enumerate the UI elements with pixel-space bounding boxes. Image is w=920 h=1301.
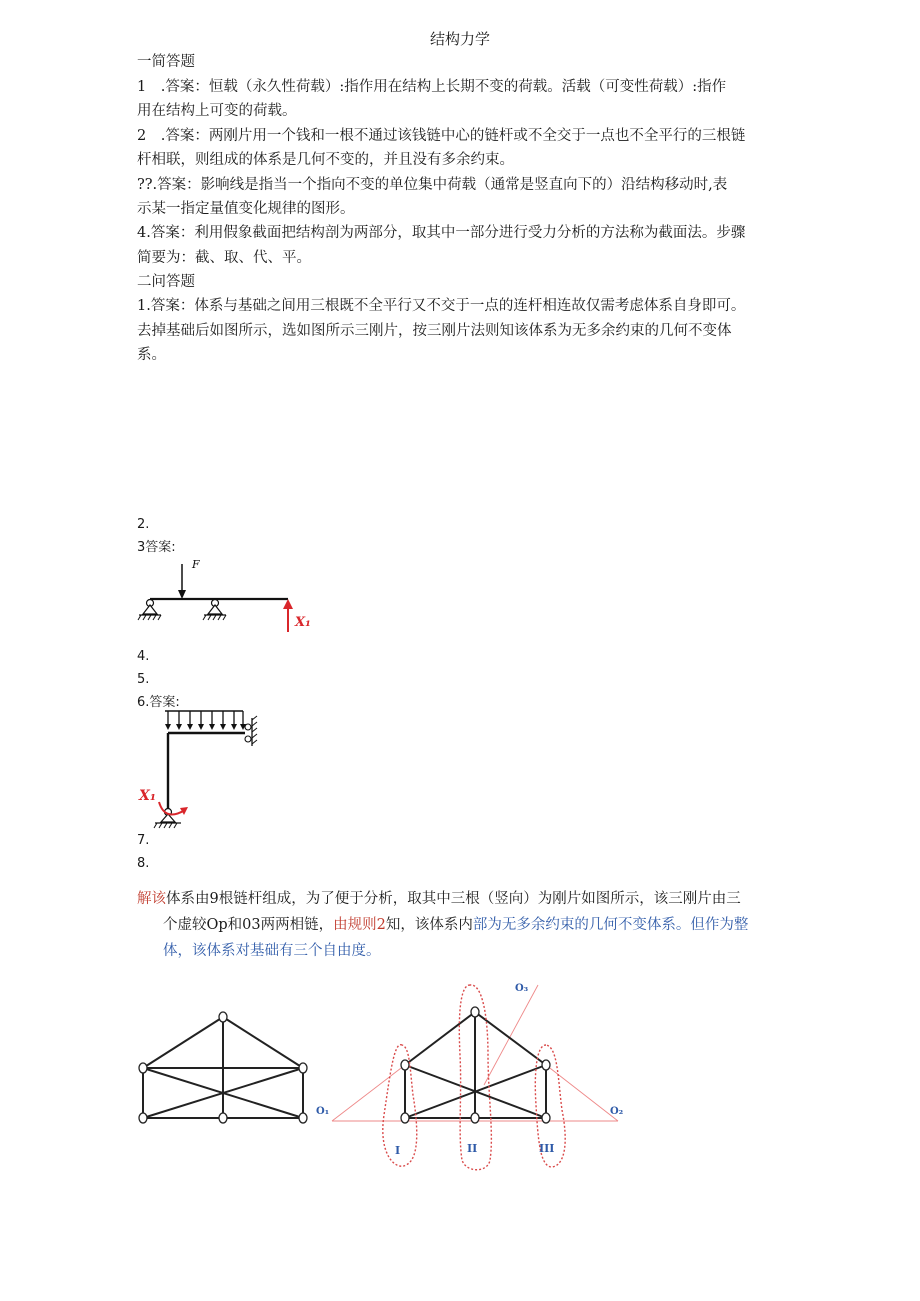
label-rigid-ii: II (467, 1142, 478, 1155)
beam-figure-3 (135, 556, 335, 636)
section1-heading: 一简答题 (137, 54, 195, 70)
item-2: 2. (137, 517, 150, 532)
moment-label-x1: X₁ (139, 788, 156, 804)
item-3: 3答案: (137, 540, 176, 555)
para8-text-1: 体系由9根链杆组成，为了便于分析，取其中三根（竖向）为刚片如图所示，该三刚片由三 (166, 891, 741, 907)
s1-line-2: 用在结构上可变的荷载。 (137, 103, 297, 119)
load-label-f: F (192, 558, 200, 571)
label-o2: O₂ (610, 1106, 624, 1117)
para8-text-2a: 个虚较Op和03两两相链， (163, 917, 334, 933)
label-o3: O₃ (515, 983, 529, 994)
s2-line-2: 去掉基础后如图所示，选如图所示三刚片，按三刚片法则知该体系为无多余约束的几何不变体 (137, 323, 732, 339)
s1-line-1: 1 .答案：恒载（永久性荷载）:指作用在结构上长期不变的荷载。活载（可变性荷载）:指作 (137, 79, 727, 95)
s1-line-6: 示某一指定量值变化规律的图形。 (137, 201, 355, 217)
para8-line-1 (137, 889, 741, 909)
para8-text-2c: 知，该体系内 (385, 917, 473, 933)
s1-line-5: ??.答案：影响线是指当一个指向不变的单位集中荷载（通常是竖直向下的）沿结构移动时,表 (137, 177, 728, 193)
frame-figure-6 (135, 706, 275, 831)
item-7: 7. (137, 833, 150, 848)
label-rigid-iii: III (539, 1142, 555, 1155)
label-o1: O₁ (316, 1106, 330, 1117)
reaction-label-x1: X₁ (295, 615, 311, 630)
item-4: 4. (137, 649, 150, 664)
s1-line-4: 杆相联，则组成的体系是几何不变的，并且没有多余约束。 (137, 152, 514, 168)
item-6: 6.答案: (137, 695, 180, 710)
para8-line-3: 体，该体系对基础有三个自由度。 (163, 943, 381, 959)
section2-heading: 二问答题 (137, 274, 195, 290)
para8-red-lead: 解该 (137, 891, 166, 907)
s1-line-7: 4.答案：利用假象截面把结构剖为两部分，取其中一部分进行受力分析的方法称为截面法。步骤 (137, 225, 746, 241)
s2-line-3: 系。 (137, 347, 166, 363)
s1-line-8: 简要为：截、取、代、平。 (137, 250, 311, 266)
item-5: 5. (137, 672, 150, 687)
s1-line-3: 2 .答案：两刚片用一个钱和一根不通过该钱链中心的链杆或不全交于一点也不全平行的三根链 (137, 128, 746, 144)
label-rigid-i: I (395, 1144, 401, 1157)
para8-line-2 (163, 915, 748, 935)
truss-figure-left (135, 1010, 315, 1130)
truss-figure-right (310, 975, 640, 1175)
para8-blue-text: 部为无多余约束的几何不变体系。但作为整 (472, 917, 749, 933)
page-title: 结构力学 (429, 30, 490, 48)
item-8: 8. (137, 856, 150, 871)
s2-line-1: 1.答案：体系与基础之间用三根既不全平行又不交于一点的连杆相连故仅需考虑体系自身即可。 (137, 298, 746, 314)
para8-red-rule: 由规则2 (333, 917, 386, 933)
